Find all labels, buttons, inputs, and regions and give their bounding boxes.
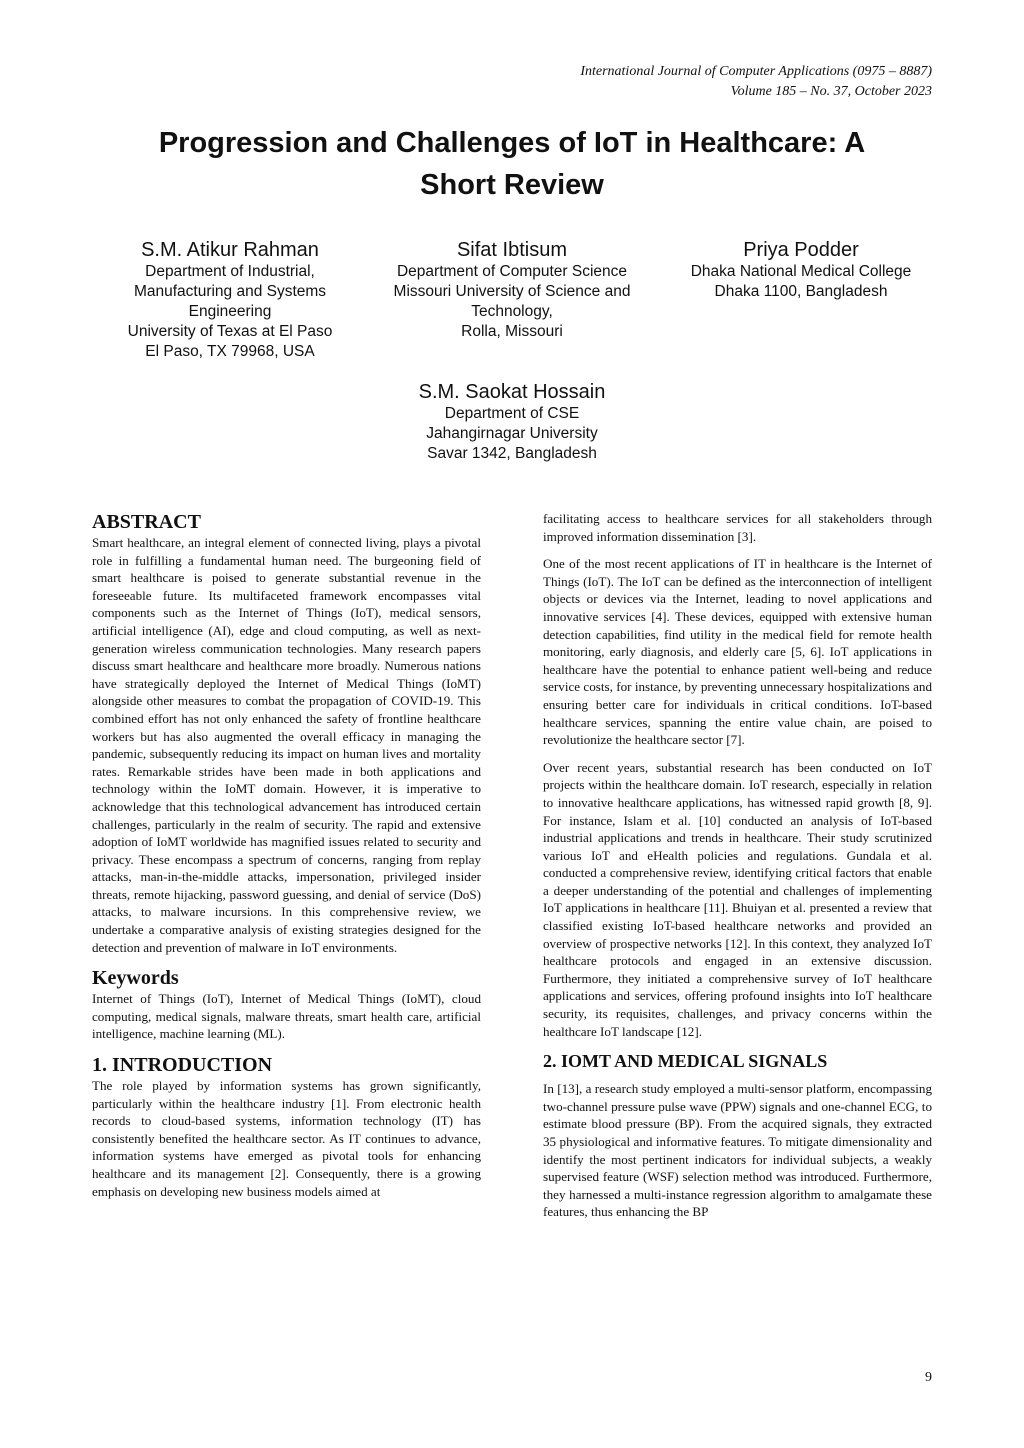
author-name: S.M. Atikur Rahman (141, 239, 319, 261)
author-name: Priya Podder (743, 239, 859, 261)
right-column (543, 510, 932, 1231)
introduction-paragraph-3: Over recent years, substantial research has been conducted on IoT projects within the healthcare domain. IoT research, especially in relation to innovative healthcare applications, has witnessed rapid growth [8, 9]. For instance, Islam et al. [10] conducted an analysis of IoT-based industrial applications and trends in healthcare. Their study scrutinized various IoT and eHealth policies and regulations. Gundala et al. conducted a comprehensive review, identifying critical factors that enable a deeper understanding of the potential and challenges of implementing IoT applications in healthcare [11]. Bhuiyan et al. presented a review that classified existing IoT-based healthcare networks and provided an overview of prospective networks [12]. In this context, they analyzed IoT healthcare protocols and engaged in an extensive discussion. Furthermore, they initiated a comprehensive survey of IoT healthcare applications and services, offering profound insights into IoT healthcare security, its requisites, challenges, and privacy concerns within the healthcare IoT landscape [12]. (543, 759, 932, 1039)
title-line-2: Short Review (420, 169, 604, 201)
author-affiliation-line: Department of CSE (444, 405, 580, 422)
keywords-heading: Keywords (92, 967, 179, 990)
paper-title (80, 122, 944, 206)
section-2-heading: 2. IOMT AND MEDICAL SIGNALS (543, 1051, 828, 1072)
author-affiliation-line: Department of Industrial, (145, 263, 315, 280)
author-affiliation-line: Manufacturing and Systems (133, 283, 327, 300)
author-affiliation-line: Missouri University of Science and (393, 283, 631, 300)
author-affiliation-line: Technology, (471, 303, 553, 320)
author-affiliation-line: Dhaka National Medical College (690, 263, 912, 280)
author-name: Sifat Ibtisum (456, 239, 568, 261)
abstract-text: Smart healthcare, an integral element of connected living, plays a pivotal role in fulfilling a fundamental human need. The burgeoning field of smart healthcare is poised to generate substantial revenue in the foreseeable future. Its multifaceted framework encompasses vital components such as the Internet of Things (IoT), medical sensors, artificial intelligence (AI), edge and cloud computing, as well as next-generation wireless communication technologies. Many research papers discuss smart healthcare and healthcare more broadly. Numerous nations have strategically deployed the Internet of Medical Things (IoMT) alongside other measures to combat the propagation of COVID-19. This combined effort has not only enhanced the safety of frontline healthcare workers but has also augmented the overall efficacy in managing the pandemic, subsequently reducing its impact on human lives and mortality rates. Remarkable strides have been made in both applications and technology within the IoMT domain. However, it is imperative to acknowledge that this technological advancement has introduced certain challenges, particularly in the realm of security. The rapid and extensive adoption of IoMT worldwide has magnified issues related to security and privacy. These encompass a spectrum of concerns, ranging from replay attacks, man-in-the-middle attacks, impersonation, privileged insider threats, remote hijacking, password guessing, and denial of service (DoS) attacks, to malware incursions. In this comprehensive review, we undertake a comparative analysis of existing strategies designed for the detection and prevention of malware in IoT environments. (92, 535, 481, 955)
left-column (92, 510, 481, 1210)
section-2-paragraph-1: In [13], a research study employed a multi-sensor platform, encompassing two-channel pressure pulse wave (PPW) signals and one-channel ECG, to estimate blood pressure (BP). From the acquired signals, they extracted 35 physiological and informative features. To mitigate dimensionality and identify the most pertinent indicators for individual subjects, a weakly supervised feature (WSF) selection method was introduced. Furthermore, they harnessed a multi-instance regression algorithm to amalgamate these features, thus enhancing the BP (543, 1081, 932, 1220)
introduction-heading: 1. INTRODUCTION (92, 1054, 273, 1077)
title-line-1: Progression and Challenges of IoT in Healthcare: A (158, 127, 866, 159)
author-block-1 (92, 238, 368, 362)
author-affiliation-line: El Paso, TX 79968, USA (145, 343, 315, 360)
author-affiliation-line: Department of Computer Science (396, 263, 628, 280)
running-header (580, 62, 932, 102)
keywords-text: Internet of Things (IoT), Internet of Medical Things (IoMT), cloud computing, medical signals, malware threats, smart health care, artificial intelligence, machine learning (ML). (92, 991, 481, 1042)
author-block-4 (372, 380, 652, 464)
page-number: 9 (925, 1370, 932, 1385)
journal-volume: Volume 185 – No. 37, October 2023 (730, 84, 932, 99)
author-affiliation-line: Dhaka 1100, Bangladesh (714, 283, 888, 300)
author-block-3 (660, 238, 942, 302)
author-affiliation-line: Jahangirnagar University (426, 425, 598, 442)
introduction-paragraph-1: The role played by information systems has grown significantly, particularly within the healthcare industry [1]. From electronic health records to cloud-based systems, information technology (IT) has consistently benefited the healthcare sector. As IT continues to advance, information systems have emerged as pivotal tools for enhancing healthcare and its management [2]. Consequently, there is a growing emphasis on developing new business models aimed at (92, 1078, 481, 1199)
author-affiliation-line: University of Texas at El Paso (127, 323, 333, 340)
author-affiliation-line: Rolla, Missouri (461, 323, 563, 340)
abstract-heading: ABSTRACT (92, 511, 201, 533)
author-block-2 (372, 238, 652, 342)
introduction-paragraph-1-continued: facilitating access to healthcare services for all stakeholders through improved information dissemination [3]. (543, 511, 932, 544)
author-name: S.M. Saokat Hossain (418, 381, 606, 403)
author-affiliation-line: Engineering (188, 303, 272, 320)
introduction-paragraph-2: One of the most recent applications of IT in healthcare is the Internet of Things (IoT). The IoT can be defined as the interconnection of intelligent objects or devices via the Internet, leading to novel applications and innovative services [4]. These devices, equipped with extensive human detection capabilities, find utility in the medical field for remote health monitoring, early diagnosis, and elderly care [5, 6]. IoT applications in healthcare have the potential to enhance patient well-being and reduce service costs, for instance, by preventing unnecessary hospitalizations and ensuring better care for individuals in critical conditions. IoT-based healthcare services, spanning the entire value chain, are poised to revolutionize the healthcare sector [7]. (543, 556, 932, 748)
author-affiliation-line: Savar 1342, Bangladesh (427, 445, 597, 462)
journal-name: International Journal of Computer Applications (0975 – 8887) (580, 64, 932, 79)
